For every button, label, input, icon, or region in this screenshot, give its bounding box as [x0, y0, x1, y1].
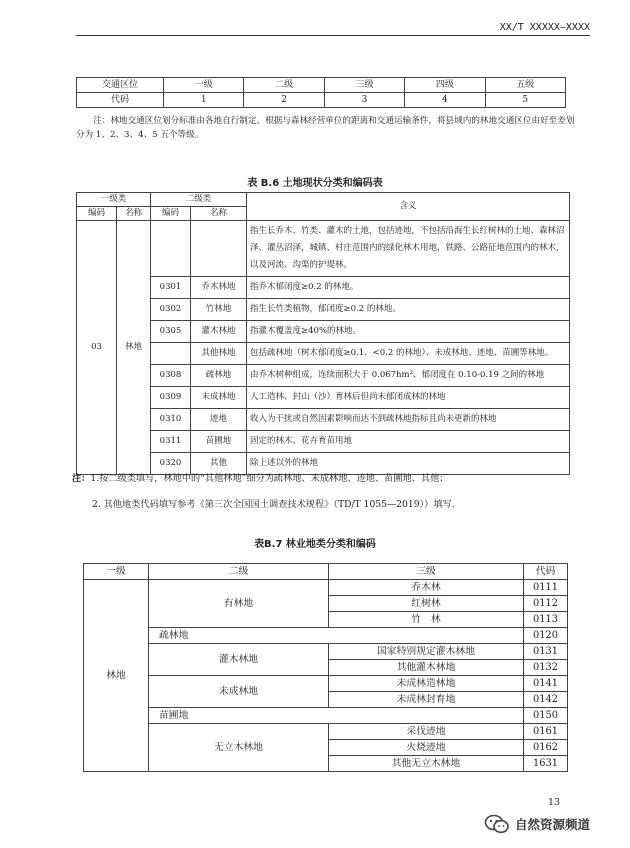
table-cell: 1	[164, 93, 244, 108]
table-cell: 3	[324, 93, 404, 108]
level2-cell: 苗圃地	[149, 708, 524, 724]
header-level1: 一级类	[77, 193, 151, 207]
main-meaning: 指生长乔木、竹类、灌木的土地，包括迹地，不包括沿海生长红树林的土地、森林沼泽、灌丛沼泽，城镇、村庄范围内的绿化林木用地，铁路、公路征地范围内的林木，以及河流、沟渠的护堤林。	[247, 221, 570, 277]
level2-cell: 有林地	[149, 580, 329, 628]
header-code: 编码	[77, 207, 117, 221]
header-level2: 二级	[149, 564, 329, 580]
traffic-table-note: 注：林地交通区位划分标准由各地自行制定。根据与森林经营单位的距离和交通运输条件，将县域内的林地交通区位由好至差划分为 1、2、3、4、5 五个等级。	[76, 116, 575, 140]
note-line-2: 2. 其他地类代码填写参考《第三次全国国土调查技术规程》（TD/T 1055—2019））填写.	[92, 499, 455, 510]
forestry-land-table	[83, 563, 568, 772]
row-meaning: 包括疏林地（树木郁闭度≥0.1、<0.2 的林地）、未成林地、迹地、苗圃等林地。	[247, 343, 570, 365]
table-row	[84, 580, 568, 596]
row-code: 0310	[151, 409, 191, 431]
code-cell: 0161	[524, 724, 568, 740]
row-meaning: 指生长竹类植物，郁闭度≥0.2 的林地。	[247, 299, 570, 321]
table-cell	[151, 221, 191, 277]
header-name: 名称	[117, 207, 151, 221]
row-code: 0305	[151, 321, 191, 343]
row-name: 苗圃地	[191, 431, 247, 453]
header-code: 代码	[524, 564, 568, 580]
code-cell: 0112	[524, 596, 568, 612]
row-code: 0308	[151, 365, 191, 387]
table-row	[77, 78, 566, 93]
row-name: 乔木林地	[191, 277, 247, 299]
main-code: 03	[77, 221, 117, 475]
table-cell: 2	[244, 93, 324, 108]
row-code: 0311	[151, 431, 191, 453]
document-code: XX/T XXXXX—XXXX	[499, 22, 590, 33]
level3-cell: 国家特别规定灌木林地	[329, 644, 524, 660]
table-header-row	[84, 564, 568, 580]
code-cell: 0131	[524, 644, 568, 660]
row-meaning: 由乔木树种组成，连续面积大于 0.067hm²、郁闭度在 0.10-0.19 之间的林地	[247, 365, 570, 387]
header-code: 编码	[151, 207, 191, 221]
table-cell: 二级	[244, 78, 324, 93]
level3-cell: 其他无立木林地	[329, 756, 524, 772]
traffic-zone-table	[76, 77, 566, 108]
table-row	[84, 644, 568, 660]
level1-cell: 林地	[84, 580, 149, 772]
table-row	[77, 321, 570, 343]
row-name: 其他林地	[191, 343, 247, 365]
row-meaning: 固定的林木、花卉育苗用地	[247, 431, 570, 453]
row-code	[151, 343, 191, 365]
row-name: 竹林地	[191, 299, 247, 321]
row-meaning: 指灌木覆盖度≥40%的林地。	[247, 321, 570, 343]
table-row	[84, 628, 568, 644]
code-cell: 0111	[524, 580, 568, 596]
main-name: 林地	[117, 221, 151, 475]
page-number: 13	[548, 797, 561, 808]
level3-cell: 乔木林	[329, 580, 524, 596]
table-row	[77, 277, 570, 299]
code-cell: 1631	[524, 756, 568, 772]
header-level3: 三级	[329, 564, 524, 580]
row-meaning: 人工造林、封山（沙）育林后但尚未郁闭成林的林地	[247, 387, 570, 409]
level3-cell: 采伐迹地	[329, 724, 524, 740]
row-code: 0309	[151, 387, 191, 409]
table-header-row	[77, 193, 570, 207]
level3-cell: 其他灌木林地	[329, 660, 524, 676]
table-row	[77, 93, 566, 108]
table-row	[77, 343, 570, 365]
code-cell: 0132	[524, 660, 568, 676]
table-row	[84, 708, 568, 724]
level2-cell: 无立木林地	[149, 724, 329, 772]
header-level2: 二级类	[151, 193, 247, 207]
row-meaning: 除上述以外的林地	[247, 453, 570, 475]
level3-cell: 竹 林	[329, 612, 524, 628]
level2-cell: 未成林地	[149, 676, 329, 708]
code-cell: 0113	[524, 612, 568, 628]
note-label: 注：	[72, 473, 91, 484]
table-cell	[191, 221, 247, 277]
watermark-text: 自然资源频道	[515, 817, 591, 832]
header-name: 名称	[191, 207, 247, 221]
table-b6-caption: 表 B.6 土地现状分类和编码表	[247, 178, 383, 189]
land-status-table	[76, 192, 570, 475]
table-cell: 5	[485, 93, 565, 108]
table-row	[77, 431, 570, 453]
level3-cell: 火烧迹地	[329, 740, 524, 756]
row-code: 0301	[151, 277, 191, 299]
table-cell: 一级	[164, 78, 244, 93]
table-b6-notes	[72, 466, 602, 518]
table-row	[77, 299, 570, 321]
table-row	[77, 221, 570, 277]
level3-cell: 未成林封育地	[329, 692, 524, 708]
header-level1: 一级	[84, 564, 149, 580]
row-name: 迹地	[191, 409, 247, 431]
level2-cell: 灌木林地	[149, 644, 329, 676]
row-meaning: 指乔木郁闭度≥0.2 的林地。	[247, 277, 570, 299]
level3-cell: 未成林造林地	[329, 676, 524, 692]
row-name: 未成林地	[191, 387, 247, 409]
row-name: 灌木林地	[191, 321, 247, 343]
header-meaning: 含义	[247, 193, 570, 221]
table-cell: 4	[405, 93, 485, 108]
table-row	[77, 409, 570, 431]
code-cell: 0120	[524, 628, 568, 644]
code-cell: 0142	[524, 692, 568, 708]
code-cell: 0162	[524, 740, 568, 756]
level2-cell: 疏林地	[149, 628, 524, 644]
row-meaning: 收入为干扰或自然因素影响而达不到疏林地指标且尚未更新的林地	[247, 409, 570, 431]
table-cell: 交通区位	[77, 78, 164, 93]
note-line-1	[72, 466, 602, 492]
table-b7-caption: 表B.7 林业地类分类和编码	[254, 539, 376, 550]
code-cell: 0141	[524, 676, 568, 692]
table-cell: 代码	[77, 93, 164, 108]
row-name: 疏林地	[191, 365, 247, 387]
row-code: 0302	[151, 299, 191, 321]
row-name: 其他	[191, 453, 247, 475]
level3-cell: 红树林	[329, 596, 524, 612]
table-cell: 五级	[485, 78, 565, 93]
wechat-icon	[484, 814, 510, 834]
note-text: 1.按二级类填写，林地中的“其他林地”细分为疏林地、未成林地、迹地、苗圃地、其他；	[90, 473, 449, 484]
row-code: 0320	[151, 453, 191, 475]
table-row	[77, 365, 570, 387]
code-cell: 0150	[524, 708, 568, 724]
header-rule	[76, 35, 590, 36]
table-cell: 三级	[324, 78, 404, 93]
table-cell: 四级	[405, 78, 485, 93]
watermark	[484, 814, 590, 834]
table-row	[77, 387, 570, 409]
table-row	[84, 724, 568, 740]
table-row	[84, 676, 568, 692]
